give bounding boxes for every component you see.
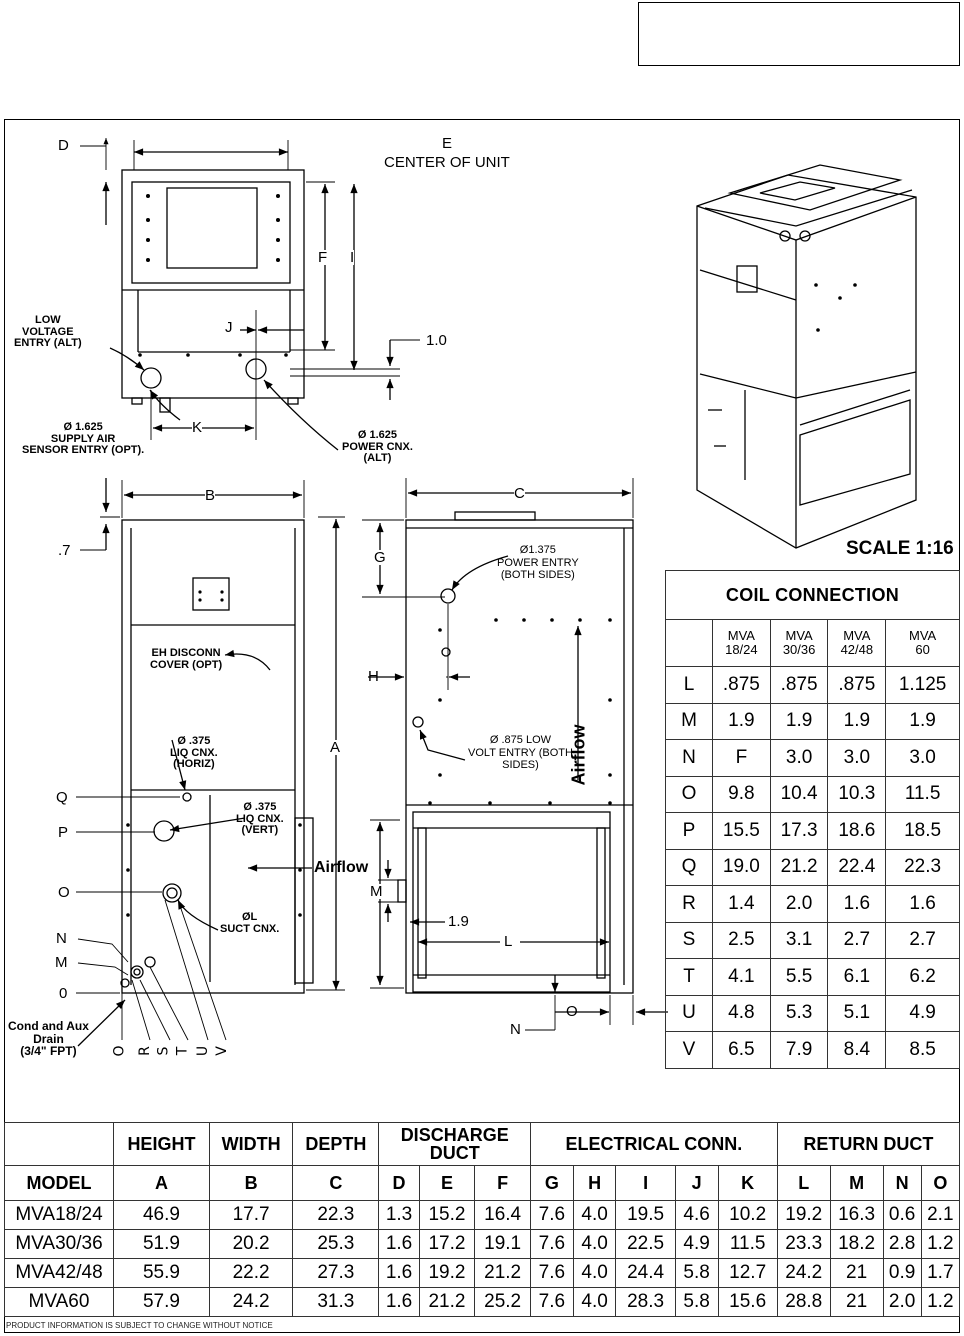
eh-disconn-cover-label: EH DISCONN COVER (OPT) bbox=[150, 647, 223, 671]
table-row bbox=[5, 1230, 960, 1259]
coil-row-label: U bbox=[666, 995, 713, 1032]
dimension-cell: 23.3 bbox=[777, 1230, 830, 1259]
dim-label-h: H bbox=[368, 668, 379, 685]
coil-cell: 10.4 bbox=[770, 776, 828, 813]
dimension-cell: 4.0 bbox=[573, 1259, 616, 1288]
coil-row bbox=[666, 1032, 960, 1069]
coil-cell: 1.9 bbox=[770, 703, 828, 740]
coil-cell: 1.9 bbox=[886, 703, 960, 740]
dimension-cell: 7.6 bbox=[530, 1201, 573, 1230]
coil-cell: 22.4 bbox=[828, 849, 886, 886]
coil-cell: 5.5 bbox=[770, 959, 828, 996]
coil-row bbox=[666, 667, 960, 704]
column-header: L bbox=[777, 1166, 830, 1201]
coil-cell: 1.4 bbox=[713, 886, 771, 923]
coil-cell: 2.7 bbox=[828, 922, 886, 959]
coil-cell: 6.2 bbox=[886, 959, 960, 996]
model-cell: MVA18/24 bbox=[5, 1201, 114, 1230]
power-cnx-label: Ø 1.625 POWER CNX. (ALT) bbox=[342, 429, 413, 465]
coil-cell: 3.0 bbox=[886, 740, 960, 777]
dimension-cell: 1.6 bbox=[379, 1230, 419, 1259]
coil-row bbox=[666, 922, 960, 959]
dimension-cell: 21.2 bbox=[419, 1288, 475, 1317]
dimension-cell: 11.5 bbox=[718, 1230, 777, 1259]
dim-label-1-0: 1.0 bbox=[426, 332, 447, 349]
dimension-cell: 16.3 bbox=[830, 1201, 883, 1230]
dimension-cell: 1.6 bbox=[379, 1259, 419, 1288]
group-header-empty bbox=[5, 1123, 114, 1166]
coil-row-label: M bbox=[666, 703, 713, 740]
dimension-cell: 28.3 bbox=[616, 1288, 675, 1317]
coil-row bbox=[666, 886, 960, 923]
dimension-cell: 5.8 bbox=[675, 1288, 718, 1317]
table-row bbox=[5, 1288, 960, 1317]
column-header: H bbox=[573, 1166, 616, 1201]
group-header-width: WIDTH bbox=[209, 1123, 292, 1166]
dimension-cell: 24.2 bbox=[777, 1259, 830, 1288]
coil-row-label: R bbox=[666, 886, 713, 923]
column-header: B bbox=[209, 1166, 292, 1201]
dimension-cell: 19.5 bbox=[616, 1201, 675, 1230]
dimension-cell: 15.2 bbox=[419, 1201, 475, 1230]
dimension-cell: 21 bbox=[830, 1259, 883, 1288]
power-entry-label: Ø1.375 POWER ENTRY (BOTH SIDES) bbox=[497, 544, 579, 582]
coil-row-label: V bbox=[666, 1032, 713, 1069]
coil-row-label: S bbox=[666, 922, 713, 959]
dimension-cell: 22.5 bbox=[616, 1230, 675, 1259]
coil-cell: 15.5 bbox=[713, 813, 771, 850]
dimension-cell: 55.9 bbox=[114, 1259, 210, 1288]
bottom-letter-u: U bbox=[195, 1045, 212, 1057]
coil-row-label: P bbox=[666, 813, 713, 850]
coil-row bbox=[666, 849, 960, 886]
coil-cell: 10.3 bbox=[828, 776, 886, 813]
suct-cnx-label: ØL SUCT CNX. bbox=[220, 911, 280, 935]
coil-cell: 1.125 bbox=[886, 667, 960, 704]
dimension-cell: 0.6 bbox=[883, 1201, 921, 1230]
dimension-cell: 19.1 bbox=[475, 1230, 531, 1259]
column-header: A bbox=[114, 1166, 210, 1201]
coil-cell: 18.5 bbox=[886, 813, 960, 850]
dim-label-i: I bbox=[350, 249, 355, 266]
dim-label-f: F bbox=[318, 249, 328, 266]
dimension-cell: 2.1 bbox=[921, 1201, 959, 1230]
dimension-cell: 27.3 bbox=[293, 1259, 379, 1288]
coil-cell: 4.9 bbox=[886, 995, 960, 1032]
dimension-cell: 5.8 bbox=[675, 1259, 718, 1288]
dimension-cell: 28.8 bbox=[777, 1288, 830, 1317]
dim-label-m: M bbox=[55, 954, 68, 971]
coil-header-model: MVA 42/48 bbox=[828, 620, 886, 667]
dimension-cell: 1.6 bbox=[379, 1288, 419, 1317]
dimension-cell: 7.6 bbox=[530, 1288, 573, 1317]
group-header-discharge: DISCHARGE DUCT bbox=[379, 1123, 531, 1166]
column-header: K bbox=[718, 1166, 777, 1201]
model-cell: MVA60 bbox=[5, 1288, 114, 1317]
coil-cell: 2.7 bbox=[886, 922, 960, 959]
coil-cell: 21.2 bbox=[770, 849, 828, 886]
footer-note: PRODUCT INFORMATION IS SUBJECT TO CHANGE WITHOUT NOTICE bbox=[6, 1321, 273, 1330]
coil-cell: 7.9 bbox=[770, 1032, 828, 1069]
low-voltage-entry-label: LOW VOLTAGE ENTRY (ALT) bbox=[14, 314, 82, 350]
coil-header-empty bbox=[666, 620, 713, 667]
coil-header-model: MVA 18/24 bbox=[713, 620, 771, 667]
coil-cell: 8.4 bbox=[828, 1032, 886, 1069]
coil-cell: 3.0 bbox=[770, 740, 828, 777]
dim-label-n: N bbox=[56, 930, 67, 947]
coil-cell: 4.1 bbox=[713, 959, 771, 996]
group-header-return: RETURN DUCT bbox=[777, 1123, 959, 1166]
coil-cell: 1.6 bbox=[828, 886, 886, 923]
coil-cell: 6.5 bbox=[713, 1032, 771, 1069]
coil-row bbox=[666, 703, 960, 740]
liq-cnx-horiz-label: Ø .375 LIQ CNX. (HORIZ) bbox=[170, 735, 218, 771]
dim-label-k: K bbox=[192, 419, 203, 436]
dimension-cell: 51.9 bbox=[114, 1230, 210, 1259]
coil-cell: 4.8 bbox=[713, 995, 771, 1032]
dim-label-q: Q bbox=[56, 789, 68, 806]
dimension-cell: 4.0 bbox=[573, 1288, 616, 1317]
airflow-vertical-label: Airflow bbox=[568, 724, 589, 786]
coil-cell: 1.6 bbox=[886, 886, 960, 923]
column-header: J bbox=[675, 1166, 718, 1201]
airflow-horizontal-label: Airflow bbox=[314, 859, 369, 876]
coil-row-label: Q bbox=[666, 849, 713, 886]
liq-cnx-vert-label: Ø .375 LIQ CNX. (VERT) bbox=[236, 801, 284, 837]
dimension-cell: 2.0 bbox=[883, 1288, 921, 1317]
column-header: O bbox=[921, 1166, 959, 1201]
dimension-cell: 12.7 bbox=[718, 1259, 777, 1288]
coil-row bbox=[666, 959, 960, 996]
dim-label-zero: 0 bbox=[59, 985, 68, 1002]
coil-cell: 8.5 bbox=[886, 1032, 960, 1069]
center-of-unit-label: CENTER OF UNIT bbox=[384, 154, 510, 171]
dimension-cell: 19.2 bbox=[777, 1201, 830, 1230]
bottom-letter-t: T bbox=[174, 1046, 191, 1056]
dimension-cell: 4.9 bbox=[675, 1230, 718, 1259]
dimension-cell: 0.9 bbox=[883, 1259, 921, 1288]
column-header: I bbox=[616, 1166, 675, 1201]
coil-cell: .875 bbox=[770, 667, 828, 704]
model-cell: MVA30/36 bbox=[5, 1230, 114, 1259]
coil-cell: 19.0 bbox=[713, 849, 771, 886]
dimension-cell: 1.3 bbox=[379, 1201, 419, 1230]
dim-label-point7: .7 bbox=[58, 542, 71, 559]
coil-row bbox=[666, 995, 960, 1032]
dimension-cell: 24.2 bbox=[209, 1288, 292, 1317]
dimension-cell: 17.7 bbox=[209, 1201, 292, 1230]
dimension-cell: 7.6 bbox=[530, 1259, 573, 1288]
coil-row bbox=[666, 813, 960, 850]
coil-row-label: T bbox=[666, 959, 713, 996]
coil-row bbox=[666, 740, 960, 777]
dimension-cell: 16.4 bbox=[475, 1201, 531, 1230]
table-row bbox=[5, 1201, 960, 1230]
coil-cell: 3.0 bbox=[828, 740, 886, 777]
coil-cell: .875 bbox=[713, 667, 771, 704]
cond-aux-drain-label: Cond and Aux Drain (3/4" FPT) bbox=[8, 1019, 89, 1059]
column-header: E bbox=[419, 1166, 475, 1201]
supply-air-sensor-label: Ø 1.625 SUPPLY AIR SENSOR ENTRY (OPT). bbox=[22, 421, 145, 457]
column-header-row bbox=[5, 1166, 960, 1201]
coil-cell: F bbox=[713, 740, 771, 777]
dimension-cell: 25.2 bbox=[475, 1288, 531, 1317]
dim-label-c: C bbox=[514, 485, 525, 502]
group-header-height: HEIGHT bbox=[114, 1123, 210, 1166]
dim-label-p: P bbox=[58, 824, 69, 841]
model-cell: MVA42/48 bbox=[5, 1259, 114, 1288]
group-header-depth: DEPTH bbox=[293, 1123, 379, 1166]
column-header: N bbox=[883, 1166, 921, 1201]
dimension-cell: 21 bbox=[830, 1288, 883, 1317]
column-header: G bbox=[530, 1166, 573, 1201]
dim-label-j: J bbox=[225, 319, 233, 336]
dimension-cell: 18.2 bbox=[830, 1230, 883, 1259]
dim-label-o-side: O bbox=[566, 1003, 578, 1020]
table-row bbox=[5, 1259, 960, 1288]
dimension-cell: 31.3 bbox=[293, 1288, 379, 1317]
dim-label-a: A bbox=[330, 739, 341, 756]
dimension-cell: 4.0 bbox=[573, 1230, 616, 1259]
column-header: C bbox=[293, 1166, 379, 1201]
dimension-cell: 15.6 bbox=[718, 1288, 777, 1317]
dimension-cell: 46.9 bbox=[114, 1201, 210, 1230]
coil-header-model: MVA 60 bbox=[886, 620, 960, 667]
column-header: M bbox=[830, 1166, 883, 1201]
dim-label-o: O bbox=[58, 884, 70, 901]
dimension-cell: 4.6 bbox=[675, 1201, 718, 1230]
dimension-cell: 7.6 bbox=[530, 1230, 573, 1259]
coil-cell: 1.9 bbox=[713, 703, 771, 740]
coil-cell: 2.5 bbox=[713, 922, 771, 959]
dimension-cell: 1.2 bbox=[921, 1230, 959, 1259]
dim-label-e: E bbox=[442, 135, 453, 152]
dimension-cell: 19.2 bbox=[419, 1259, 475, 1288]
dimension-cell: 17.2 bbox=[419, 1230, 475, 1259]
coil-cell: 5.3 bbox=[770, 995, 828, 1032]
dimension-cell: 1.7 bbox=[921, 1259, 959, 1288]
coil-connection-title: COIL CONNECTION bbox=[666, 571, 960, 620]
coil-cell: 5.1 bbox=[828, 995, 886, 1032]
dimensions-table bbox=[4, 1122, 960, 1317]
coil-cell: 3.1 bbox=[770, 922, 828, 959]
coil-cell: 6.1 bbox=[828, 959, 886, 996]
column-header: D bbox=[379, 1166, 419, 1201]
coil-connection-table bbox=[665, 570, 960, 1069]
dim-label-n-side: N bbox=[510, 1021, 521, 1038]
dimension-cell: 22.3 bbox=[293, 1201, 379, 1230]
dim-label-1-9: 1.9 bbox=[448, 913, 469, 930]
bottom-letter-s: S bbox=[155, 1046, 172, 1056]
coil-header-model: MVA 30/36 bbox=[770, 620, 828, 667]
coil-cell: 17.3 bbox=[770, 813, 828, 850]
bottom-letter-v: V bbox=[213, 1046, 230, 1056]
dimension-cell: 24.4 bbox=[616, 1259, 675, 1288]
dim-label-l: L bbox=[504, 933, 513, 950]
dimension-cell: 22.2 bbox=[209, 1259, 292, 1288]
dimension-cell: 4.0 bbox=[573, 1201, 616, 1230]
low-volt-entry-label: Ø .875 LOW VOLT ENTRY (BOTH SIDES) bbox=[468, 734, 573, 772]
dim-label-g: G bbox=[374, 549, 386, 566]
coil-row-label: L bbox=[666, 667, 713, 704]
bottom-letter-r: R bbox=[136, 1046, 153, 1056]
coil-cell: 22.3 bbox=[886, 849, 960, 886]
coil-cell: 2.0 bbox=[770, 886, 828, 923]
bottom-letter-o: O bbox=[111, 1045, 128, 1057]
scale-label: SCALE 1:16 bbox=[846, 538, 954, 559]
dimension-cell: 57.9 bbox=[114, 1288, 210, 1317]
dimension-cell: 1.2 bbox=[921, 1288, 959, 1317]
coil-row-label: N bbox=[666, 740, 713, 777]
column-header: MODEL bbox=[5, 1166, 114, 1201]
coil-cell: 9.8 bbox=[713, 776, 771, 813]
dim-label-d: D bbox=[58, 137, 69, 154]
dim-label-b: B bbox=[205, 487, 216, 504]
coil-row-label: O bbox=[666, 776, 713, 813]
column-header: F bbox=[475, 1166, 531, 1201]
group-header-electrical: ELECTRICAL CONN. bbox=[530, 1123, 777, 1166]
dim-label-m-side: M bbox=[370, 883, 383, 900]
coil-cell: 18.6 bbox=[828, 813, 886, 850]
coil-cell: 1.9 bbox=[828, 703, 886, 740]
dimension-cell: 21.2 bbox=[475, 1259, 531, 1288]
dimension-cell: 25.3 bbox=[293, 1230, 379, 1259]
coil-cell: 11.5 bbox=[886, 776, 960, 813]
dimension-cell: 20.2 bbox=[209, 1230, 292, 1259]
coil-row bbox=[666, 776, 960, 813]
dimension-cell: 2.8 bbox=[883, 1230, 921, 1259]
dimension-cell: 10.2 bbox=[718, 1201, 777, 1230]
coil-cell: .875 bbox=[828, 667, 886, 704]
